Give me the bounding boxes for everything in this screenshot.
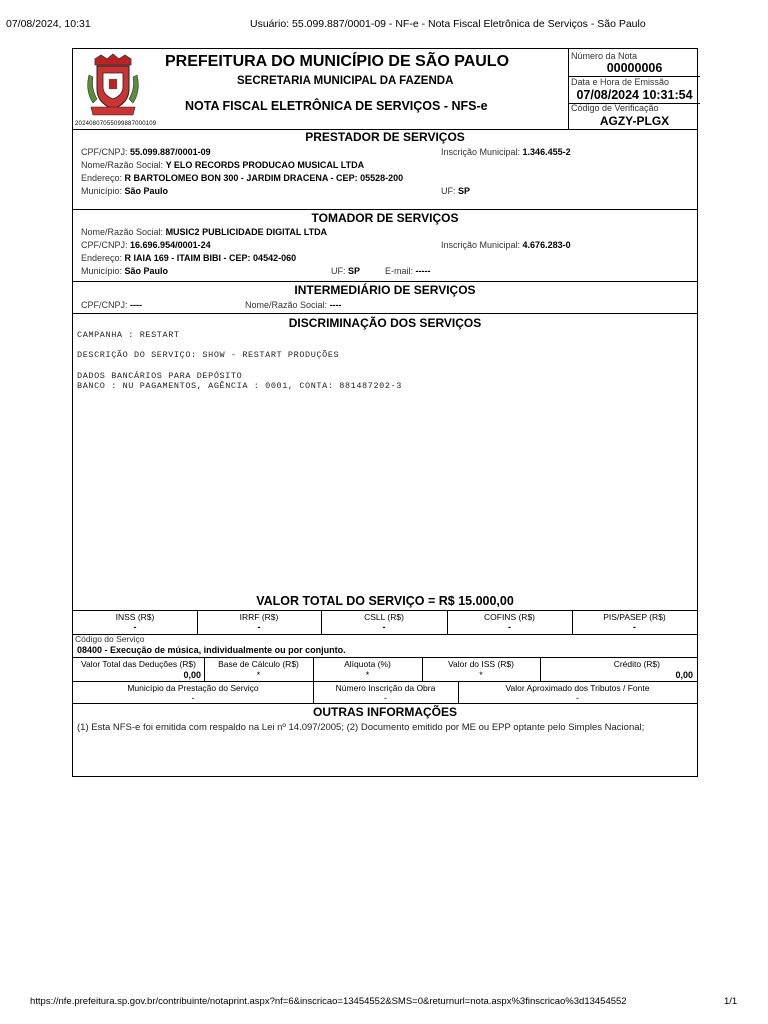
outras-informacoes-title: OUTRAS INFORMAÇÕES bbox=[313, 705, 457, 719]
municipio-prestacao-value: - bbox=[191, 693, 195, 703]
pis-label: PIS/PASEP (R$) bbox=[603, 612, 666, 622]
discriminacao-section bbox=[73, 313, 697, 593]
tributos-aprox-value: - bbox=[576, 693, 579, 703]
prestador-municipio: Município: São Paulo bbox=[81, 186, 169, 196]
prestador-im: Inscrição Municipal: 1.346.455-2 bbox=[441, 147, 571, 157]
nfse-title: NOTA FISCAL ELETRÔNICA DE SERVIÇOS - NFS-e bbox=[185, 99, 488, 113]
prestador-title: PRESTADOR DE SERVIÇOS bbox=[305, 130, 465, 144]
prestador-endereco: Endereço: R BARTOLOMEO BON 300 - JARDIM DRACENA - CEP: 05528-200 bbox=[81, 173, 404, 183]
inss-value: - bbox=[133, 622, 137, 632]
print-title: Usuário: 55.099.887/0001-09 - NF-e - Nota Fiscal Eletrônica de Serviços - São Paulo bbox=[250, 18, 646, 30]
numero-nota: 00000006 bbox=[606, 61, 663, 75]
discriminacao-line-4: BANCO : NU PAGAMENTOS, AGÊNCIA : 0001, CONTA: 881487202-3 bbox=[77, 381, 402, 391]
inscricao-obra-value: - bbox=[384, 693, 387, 703]
valores-row bbox=[73, 657, 697, 681]
inscricao-obra-label: Número Inscrição da Obra bbox=[335, 683, 436, 693]
tomador-email: E-mail: ----- bbox=[385, 266, 431, 276]
tomador-nome: Nome/Razão Social: MUSIC2 PUBLICIDADE DIGITAL LTDA bbox=[81, 227, 328, 237]
csll-value: - bbox=[382, 622, 386, 632]
verificacao-label: Código de Verificação bbox=[571, 103, 659, 113]
valor-total: VALOR TOTAL DO SERVIÇO = R$ 15.000,00 bbox=[256, 594, 514, 608]
prestador-nome: Nome/Razão Social: Y ELO RECORDS PRODUCAO MUSICAL LTDA bbox=[81, 160, 365, 170]
extra-info-row bbox=[73, 681, 697, 703]
tributos-aprox-label: Valor Aproximado dos Tributos / Fonte bbox=[505, 683, 650, 693]
tomador-uf: UF: SP bbox=[331, 266, 361, 276]
iss-label: Valor do ISS (R$) bbox=[448, 659, 514, 669]
prestador-section bbox=[73, 129, 697, 209]
csll-label: CSLL (R$) bbox=[364, 612, 404, 622]
credito-value: 0,00 bbox=[675, 670, 693, 680]
barcode-text: 20240807055099887000109 bbox=[75, 121, 157, 127]
deducoes-label: Valor Total das Deduções (R$) bbox=[81, 659, 196, 669]
irrf-value: - bbox=[257, 622, 261, 632]
tomador-section bbox=[73, 209, 697, 281]
tomador-im: Inscrição Municipal: 4.676.283-0 bbox=[441, 240, 571, 250]
credito-label: Crédito (R$) bbox=[613, 659, 660, 669]
print-datetime: 07/08/2024, 10:31 bbox=[6, 18, 91, 30]
secretaria-title: SECRETARIA MUNICIPAL DA FAZENDA bbox=[237, 75, 454, 87]
intermediario-nome: Nome/Razão Social: ---- bbox=[245, 300, 342, 310]
print-url: https://nfe.prefeitura.sp.gov.br/contribuinte/notaprint.aspx?nf=6&inscricao=13454552&SMS=0&returnurl=nota.aspx%3finscricao%3d13454552 bbox=[30, 996, 627, 1007]
prefeitura-title: PREFEITURA DO MUNICÍPIO DE SÃO PAULO bbox=[165, 53, 510, 70]
outras-informacoes-text: (1) Esta NFS-e foi emitida com respaldo na Lei nº 14.097/2005; (2) Documento emitido por ME ou EPP optante pelo Simples Nacional; bbox=[77, 722, 645, 733]
emissao-datetime: 07/08/2024 10:31:54 bbox=[576, 88, 693, 102]
intermediario-section bbox=[73, 281, 697, 313]
codigo-verificacao: AGZY-PLGX bbox=[599, 114, 670, 128]
tomador-municipio: Município: São Paulo bbox=[81, 266, 169, 276]
inss-label: INSS (R$) bbox=[115, 612, 155, 622]
prestador-cpf: CPF/CNPJ: 55.099.887/0001-09 bbox=[81, 147, 211, 157]
base-calculo-value: * bbox=[256, 670, 261, 680]
document-header bbox=[73, 49, 697, 129]
deducoes-value: 0,00 bbox=[183, 670, 201, 680]
base-calculo-label: Base de Cálculo (R$) bbox=[218, 659, 299, 669]
irrf-label: IRRF (R$) bbox=[239, 612, 279, 622]
cofins-label: COFINS (R$) bbox=[484, 612, 535, 622]
nfse-document bbox=[72, 48, 698, 777]
codigo-servico-label: Código do Serviço bbox=[75, 634, 145, 644]
nota-info-box bbox=[568, 49, 700, 129]
discriminacao-line-3: DADOS BANCÁRIOS PARA DEPÓSITO bbox=[77, 371, 243, 381]
discriminacao-title: DISCRIMINAÇÃO DOS SERVIÇOS bbox=[288, 316, 482, 330]
aliquota-label: Alíquota (%) bbox=[344, 659, 391, 669]
prestador-uf: UF: SP bbox=[441, 186, 471, 196]
intermediario-title: INTERMEDIÁRIO DE SERVIÇOS bbox=[294, 283, 476, 297]
tributos-row bbox=[73, 610, 697, 634]
tomador-endereco: Endereço: R IAIA 169 - ITAIM BIBI - CEP: 04542-060 bbox=[81, 253, 297, 263]
codigo-servico-section bbox=[73, 634, 697, 657]
codigo-servico-value: 08400 - Execução de música, individualmente ou por conjunto. bbox=[77, 645, 346, 655]
discriminacao-line-1: CAMPANHA : RESTART bbox=[77, 330, 180, 340]
iss-value: * bbox=[479, 670, 483, 680]
numero-label: Número da Nota bbox=[571, 51, 638, 61]
discriminacao-line-2: DESCRIÇÃO DO SERVIÇO: SHOW - RESTART PRODUÇÕES bbox=[77, 350, 340, 360]
municipio-prestacao-label: Município da Prestação do Serviço bbox=[127, 683, 259, 693]
page-number: 1/1 bbox=[724, 996, 738, 1007]
emissao-label: Data e Hora de Emissão bbox=[571, 77, 670, 87]
sao-paulo-crest-icon bbox=[83, 53, 143, 117]
pis-value: - bbox=[633, 622, 636, 632]
tomador-cpf: CPF/CNPJ: 16.696.954/0001-24 bbox=[81, 240, 211, 250]
aliquota-value: * bbox=[365, 670, 370, 680]
tomador-title: TOMADOR DE SERVIÇOS bbox=[311, 211, 459, 225]
outras-informacoes-section bbox=[73, 703, 697, 777]
intermediario-cpf: CPF/CNPJ: ---- bbox=[81, 300, 143, 310]
cofins-value: - bbox=[508, 622, 511, 632]
